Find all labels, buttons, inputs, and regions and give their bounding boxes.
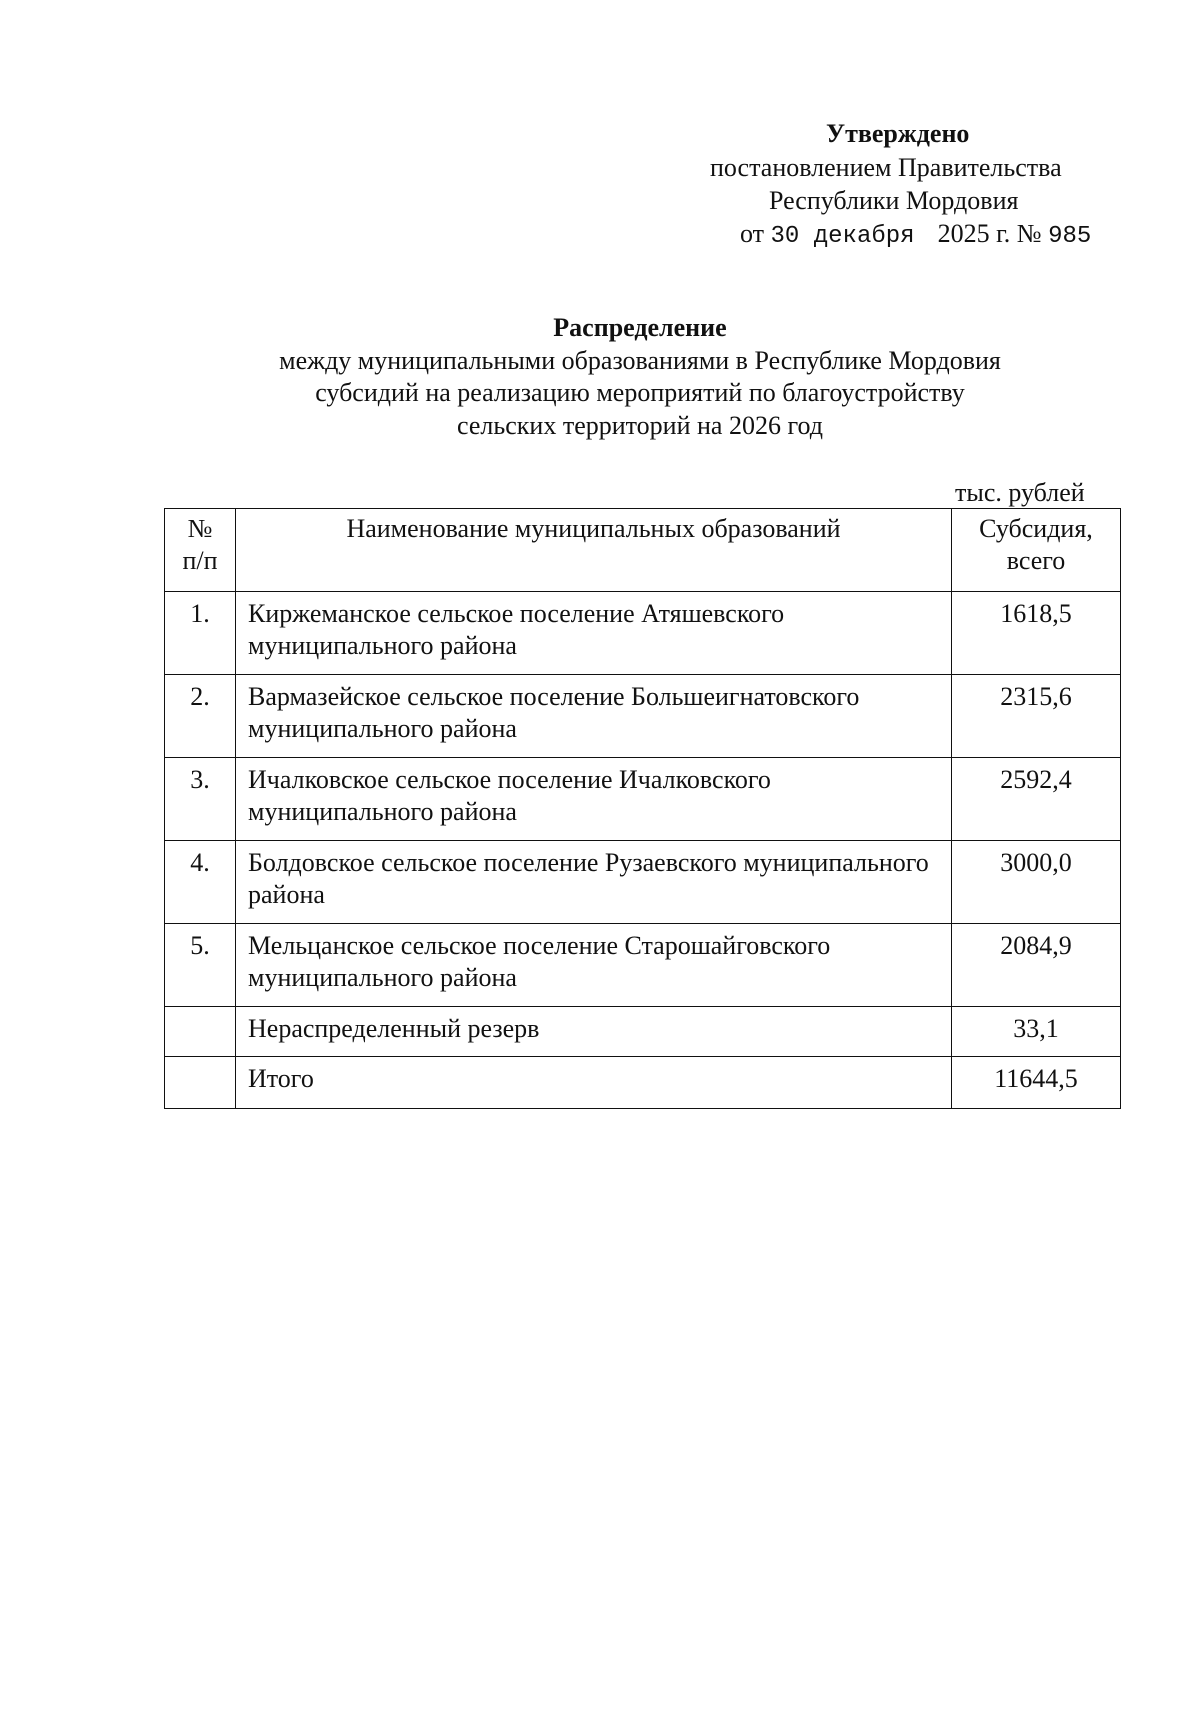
row-number: 4. <box>165 841 236 924</box>
row-municipality: Ичалковское сельское поселение Ичалковского муниципального района <box>236 758 952 841</box>
header-number-pp: п/п <box>182 546 218 575</box>
approval-year: 2025 г. № <box>937 219 1042 248</box>
header-name: Наименование муниципальных образований <box>236 509 952 592</box>
header-subsidy-line-1: Субсидия, <box>979 514 1093 543</box>
row-number: 2. <box>165 675 236 758</box>
table-row <box>165 758 1121 841</box>
row-subsidy: 1618,5 <box>952 592 1121 675</box>
header-subsidy-line-2: всего <box>1006 546 1066 575</box>
total-subsidy: 11644,5 <box>952 1057 1121 1109</box>
row-subsidy: 2315,6 <box>952 675 1121 758</box>
total-label: Итого <box>236 1057 952 1109</box>
document-heading <box>140 312 1140 442</box>
approval-date-prefix: от <box>740 219 765 248</box>
table-header-row <box>165 509 1121 592</box>
units-label: тыс. рублей <box>955 478 1085 507</box>
document-subtitle-line-3: сельских территорий на 2026 год <box>457 410 823 440</box>
approval-date-line <box>740 218 1091 253</box>
row-municipality: Вармазейское сельское поселение Большеигнатовского муниципального района <box>236 675 952 758</box>
approval-line-republic: Республики Мордовия <box>769 186 1019 215</box>
row-municipality: Мельцанское сельское поселение Старошайговского муниципального района <box>236 924 952 1007</box>
row-subsidy: 2084,9 <box>952 924 1121 1007</box>
approval-date: 30 декабря <box>770 223 915 250</box>
reserve-label: Нераспределенный резерв <box>236 1007 952 1057</box>
row-subsidy: 2592,4 <box>952 758 1121 841</box>
reserve-number <box>165 1007 236 1057</box>
table-row <box>165 592 1121 675</box>
distribution-table <box>164 508 1121 1109</box>
row-municipality: Киржеманское сельское поселение Атяшевского муниципального района <box>236 592 952 675</box>
row-number: 5. <box>165 924 236 1007</box>
document-subtitle-line-2: субсидий на реализацию мероприятий по благоустройству <box>315 378 965 407</box>
row-municipality: Болдовское сельское поселение Рузаевского муниципального района <box>236 841 952 924</box>
header-number-sign: № <box>187 514 213 543</box>
reserve-row <box>165 1007 1121 1057</box>
table-row <box>165 924 1121 1007</box>
table-row <box>165 675 1121 758</box>
row-number: 1. <box>165 592 236 675</box>
total-row <box>165 1057 1121 1109</box>
document-subtitle-line-1: между муниципальными образованиями в Республике Мордовия <box>279 345 1001 375</box>
reserve-subsidy: 33,1 <box>952 1007 1121 1057</box>
approval-number: 985 <box>1048 223 1092 250</box>
approval-title: Утверждено <box>826 119 970 148</box>
row-subsidy: 3000,0 <box>952 841 1121 924</box>
table-row <box>165 841 1121 924</box>
approval-line-government: постановлением Правительства <box>710 153 1062 182</box>
header-number <box>165 509 236 592</box>
header-subsidy <box>952 509 1121 592</box>
document-title: Распределение <box>553 313 727 342</box>
row-number: 3. <box>165 758 236 841</box>
total-number <box>165 1057 236 1109</box>
